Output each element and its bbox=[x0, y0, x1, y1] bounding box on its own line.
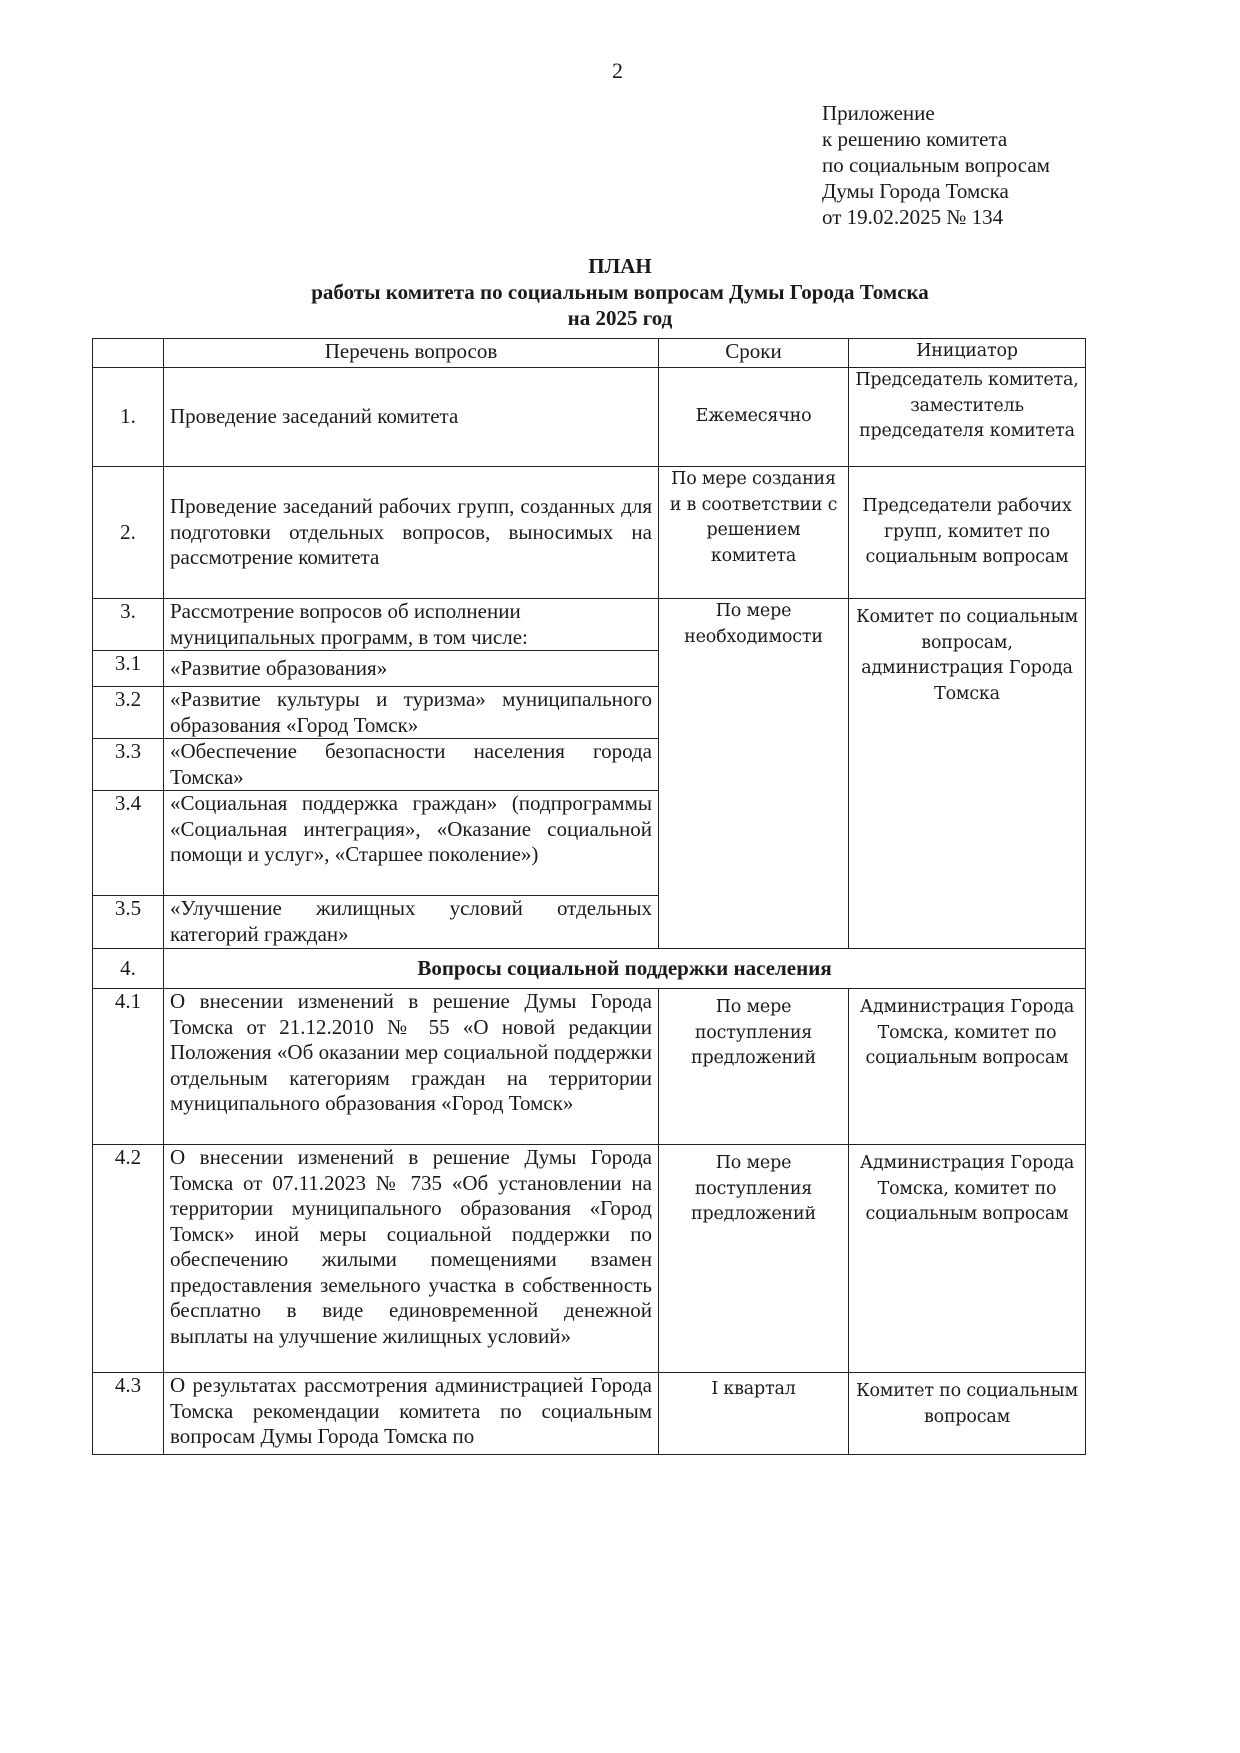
row-text: «Развитие культуры и туризма» муниципального образования «Город Томск» bbox=[164, 687, 659, 739]
row-text: «Улучшение жилищных условий отдельных категорий граждан» bbox=[164, 896, 659, 949]
row-text: Рассмотрение вопросов об исполнении муниципальных программ, в том числе: bbox=[164, 599, 659, 651]
row-text: «Обеспечение безопасности населения города Томска» bbox=[164, 739, 659, 791]
row-num: 3.2 bbox=[93, 687, 164, 739]
plan-table bbox=[92, 338, 1086, 1455]
title-heading: ПЛАН bbox=[588, 254, 652, 278]
table-row bbox=[93, 368, 1086, 467]
row-num: 3.3 bbox=[93, 739, 164, 791]
table-header-row bbox=[93, 339, 1086, 368]
row-num: 3. bbox=[93, 599, 164, 651]
header-initiator: Инициатор bbox=[849, 339, 1086, 368]
row-deadline: I квартал bbox=[659, 1373, 849, 1455]
header-num bbox=[93, 339, 164, 368]
table-row bbox=[93, 989, 1086, 1145]
row-initiator: Комитет по социальным вопросам bbox=[849, 1373, 1086, 1455]
row-initiator: Администрация Города Томска, комитет по социальным вопросам bbox=[849, 1145, 1086, 1373]
row-num: 1. bbox=[93, 368, 164, 467]
row-num: 2. bbox=[93, 467, 164, 599]
row-text: О внесении изменений в решение Думы Города Томска от 07.11.2023 № 735 «Об установлении на территории муниципального образования «Город Томск» иной меры социальной поддержки по обеспечению жилыми помещениями взамен предоставления земельного участка в собственность бесплатно в виде единовременной денежной выплаты на улучшение жилищных условий» bbox=[164, 1145, 659, 1373]
title-subtitle: работы комитета по социальным вопросам Думы Города Томска bbox=[311, 280, 929, 304]
row-deadline: По мере поступления предложений bbox=[659, 1145, 849, 1373]
row-initiator: Комитет по социальным вопросам, администрация Города Томска bbox=[849, 599, 1086, 949]
row-num: 3.4 bbox=[93, 791, 164, 896]
appendix-line: Приложение bbox=[822, 101, 935, 125]
appendix-line: от 19.02.2025 № 134 bbox=[822, 205, 1004, 229]
row-initiator: Председатель комитета, заместитель председателя комитета bbox=[849, 368, 1086, 467]
row-num: 3.5 bbox=[93, 896, 164, 949]
appendix-line: по социальным вопросам bbox=[822, 153, 1050, 177]
section-row bbox=[93, 949, 1086, 989]
document-title bbox=[0, 253, 1240, 331]
row-deadline: По мере создания и в соответствии с решением комитета bbox=[659, 467, 849, 599]
appendix-note bbox=[822, 100, 1050, 230]
row-deadline: По мере поступления предложений bbox=[659, 989, 849, 1145]
section-title: Вопросы социальной поддержки населения bbox=[164, 949, 1086, 989]
row-text: «Социальная поддержка граждан» (подпрограммы «Социальная интеграция», «Оказание социальной помощи и услуг», «Старшее поколение») bbox=[164, 791, 659, 896]
appendix-line: Думы Города Томска bbox=[822, 179, 1009, 203]
table-row bbox=[93, 599, 1086, 651]
row-text: Проведение заседаний рабочих групп, созданных для подготовки отдельных вопросов, выносимых на рассмотрение комитета bbox=[164, 467, 659, 599]
page-number: 2 bbox=[612, 58, 623, 83]
row-initiator: Администрация Города Томска, комитет по социальным вопросам bbox=[849, 989, 1086, 1145]
row-num: 4.1 bbox=[93, 989, 164, 1145]
row-text: Проведение заседаний комитета bbox=[164, 368, 659, 467]
row-num: 4.2 bbox=[93, 1145, 164, 1373]
row-deadline: По мере необходимости bbox=[659, 599, 849, 949]
table-row bbox=[93, 1373, 1086, 1455]
row-text: «Развитие образования» bbox=[164, 651, 659, 687]
table-row bbox=[93, 467, 1086, 599]
row-text: О результатах рассмотрения администрацией Города Томска рекомендации комитета по социальным вопросам Думы Города Томска по bbox=[164, 1373, 659, 1455]
table-row bbox=[93, 1145, 1086, 1373]
row-text: О внесении изменений в решение Думы Города Томска от 21.12.2010 № 55 «О новой редакции Положения «Об оказании мер социальной поддержки отдельным категориям граждан на территории муниципального образования «Город Томск» bbox=[164, 989, 659, 1145]
row-num: 4.3 bbox=[93, 1373, 164, 1455]
header-deadline: Сроки bbox=[659, 339, 849, 368]
title-year: на 2025 год bbox=[567, 306, 673, 330]
row-deadline: Ежемесячно bbox=[659, 368, 849, 467]
row-num: 4. bbox=[93, 949, 164, 989]
header-issues: Перечень вопросов bbox=[164, 339, 659, 368]
row-num: 3.1 bbox=[93, 651, 164, 687]
appendix-line: к решению комитета bbox=[822, 127, 1008, 151]
row-initiator: Председатели рабочих групп, комитет по социальным вопросам bbox=[849, 467, 1086, 599]
